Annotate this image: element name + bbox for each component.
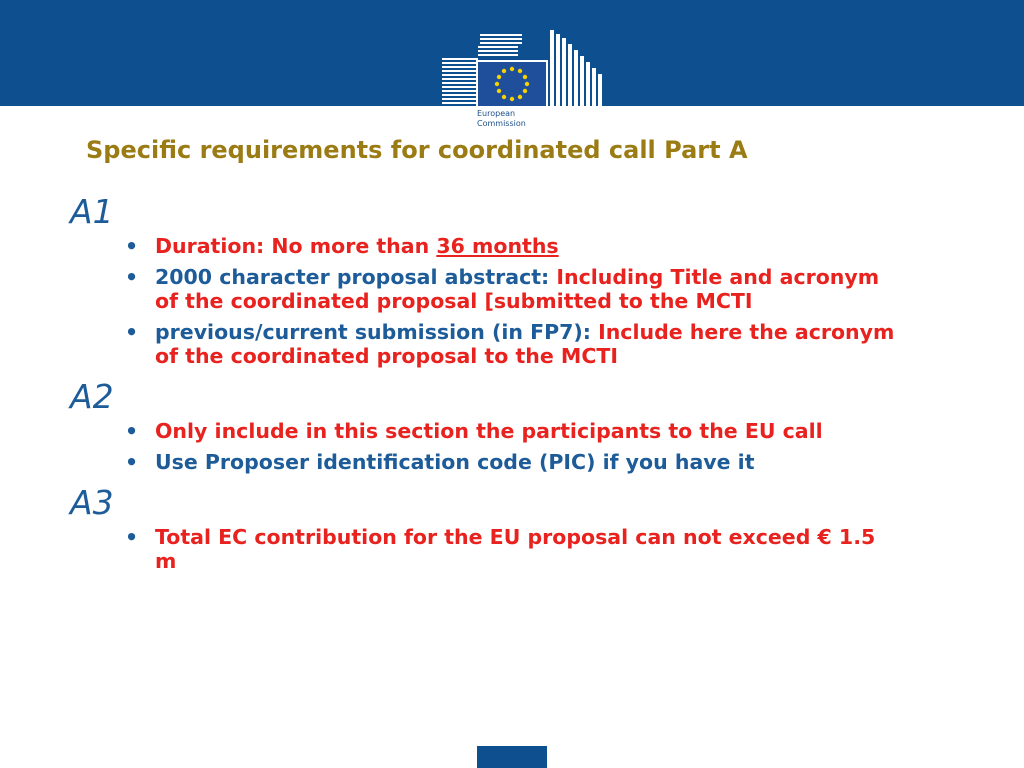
- list-item: • Only include in this section the participants to the EU call: [125, 419, 823, 443]
- logo-caption: European Commission: [477, 109, 526, 128]
- list-item: • previous/current submission (in FP7): Include here the acronym of the coordinated proposal to the MCTI: [125, 320, 895, 368]
- page-title: Specific requirements for coordinated call Part A: [86, 136, 748, 164]
- bullet-icon: •: [125, 234, 139, 258]
- bullet-list: [70, 234, 900, 368]
- bullet-icon: •: [125, 419, 139, 443]
- bullet-icon: •: [125, 450, 139, 474]
- section-a3: [70, 481, 900, 573]
- slide-content: [70, 190, 900, 580]
- list-item: • 2000 character proposal abstract: Including Title and acronym of the coordinated proposal [submitted to the MCTI: [125, 265, 880, 313]
- section-heading: A3: [70, 483, 114, 522]
- section-heading: A2: [70, 377, 114, 416]
- section-heading: A1: [70, 192, 114, 231]
- section-a2: [70, 375, 900, 474]
- section-a1: [70, 190, 900, 368]
- bullet-icon: •: [125, 525, 139, 549]
- list-item: • Duration: No more than 36 months: [125, 234, 559, 258]
- bullet-list: [70, 419, 900, 474]
- bullet-list: [70, 525, 900, 573]
- bullet-icon: •: [125, 265, 139, 289]
- bullet-icon: •: [125, 320, 139, 344]
- footer-flag: [477, 746, 547, 768]
- list-item: • Use Proposer identification code (PIC) if you have it: [125, 450, 755, 474]
- list-item: • Total EC contribution for the EU proposal can not exceed € 1.5 m: [125, 525, 876, 573]
